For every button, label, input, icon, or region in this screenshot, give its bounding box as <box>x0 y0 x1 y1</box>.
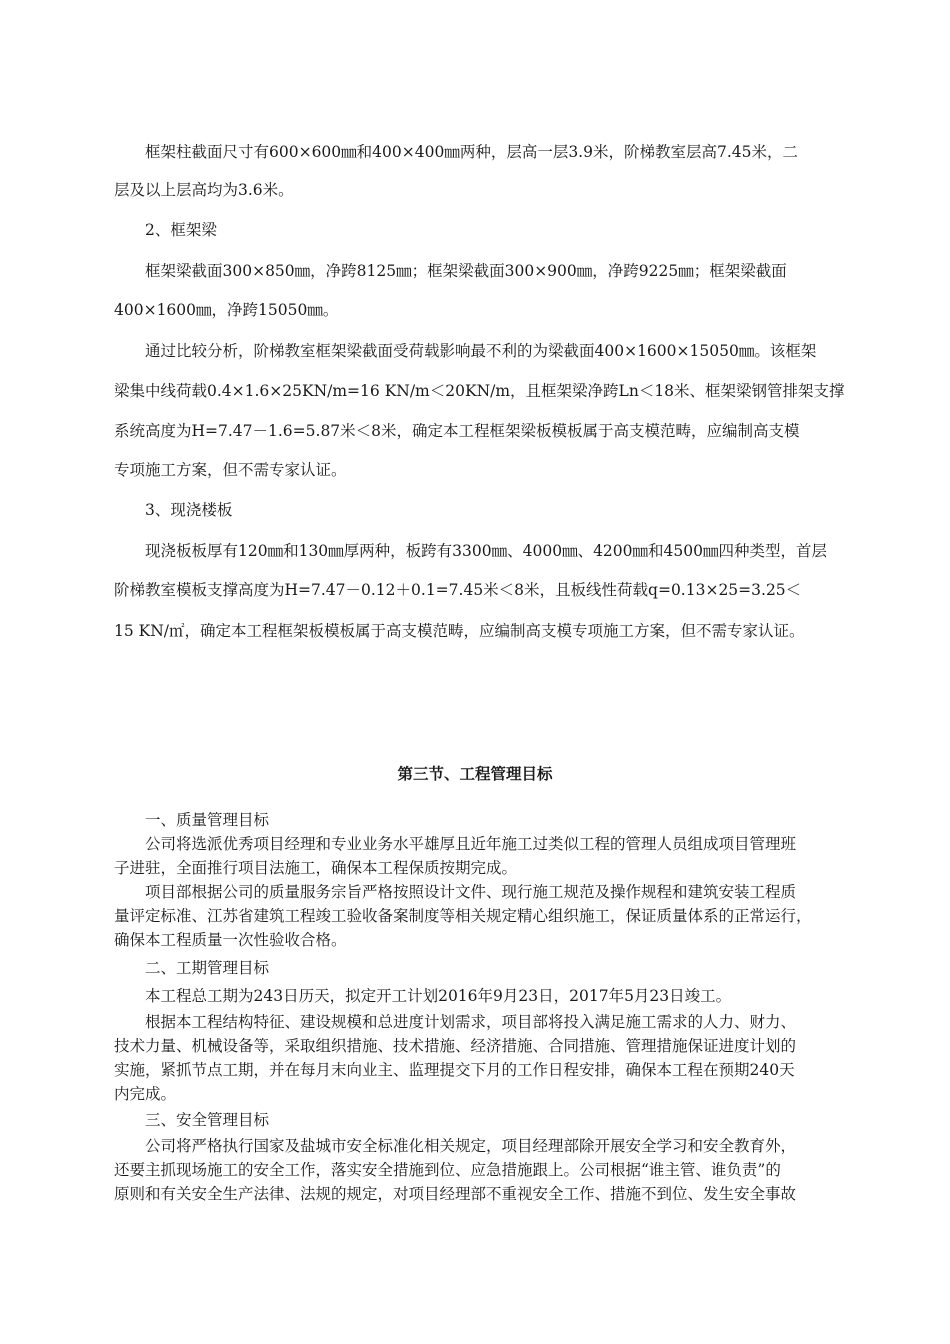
paragraph-line: 梁集中线荷载0.4×1.6×25KN/m=16 KN/m＜20KN/m，且框架梁净跨Ln＜18米、框架梁钢管排架支撑 <box>114 382 845 400</box>
paragraph-line: 内完成。 <box>114 1085 177 1103</box>
paragraph-line: 现浇板板厚有120㎜和130㎜厚两种，板跨有3300㎜、4000㎜、4200㎜和4500㎜四种类型，首层 <box>114 542 827 560</box>
paragraph-line: 量评定标准、江苏省建筑工程竣工验收备案制度等相关规定精心组织施工，保证质量体系的正常运行， <box>114 907 812 925</box>
paragraph-line: 确保本工程质量一次性验收合格。 <box>114 931 347 949</box>
subheading-frame-beam: 2、框架梁 <box>114 221 217 239</box>
subheading-schedule: 二、工期管理目标 <box>114 959 270 977</box>
paragraph-line: 通过比较分析，阶梯教室框架梁截面受荷载影响最不利的为梁截面400×1600×15050㎜。该框架 <box>114 342 817 360</box>
paragraph-line: 层及以上层高均为3.6米。 <box>114 181 294 199</box>
subheading-cast-slab: 3、现浇楼板 <box>114 501 233 519</box>
section-title: 第三节、工程管理目标 <box>397 765 553 783</box>
paragraph-line: 实施，紧抓节点工期，并在每月末向业主、监理提交下月的工作日程安排，确保本工程在预期240天 <box>114 1061 795 1079</box>
subheading-quality: 一、质量管理目标 <box>114 811 270 829</box>
paragraph-line: 框架柱截面尺寸有600×600㎜和400×400㎜两种，层高一层3.9米，阶梯教室层高7.45米，二 <box>114 143 798 161</box>
paragraph-line: 15 KN/㎡，确定本工程框架板模板属于高支模范畴，应编制高支模专项施工方案，但不需专家认证。 <box>114 622 805 640</box>
paragraph-line: 框架梁截面300×850㎜，净跨8125㎜；框架梁截面300×900㎜，净跨9225㎜；框架梁截面 <box>114 262 787 280</box>
paragraph-line: 子进驻，全面推行项目法施工，确保本工程保质按期完成。 <box>114 859 518 877</box>
paragraph-line: 本工程总工期为243日历天，拟定开工计划2016年9月23日，2017年5月23日竣工。 <box>114 987 732 1005</box>
paragraph-line: 根据本工程结构特征、建设规模和总进度计划需求，项目部将投入满足施工需求的人力、财力、 <box>114 1013 797 1031</box>
paragraph-line: 公司将严格执行国家及盐城市安全标准化相关规定，项目经理部除开展安全学习和安全教育外， <box>114 1137 797 1155</box>
paragraph-line: 公司将选派优秀项目经理和专业业务水平雄厚且近年施工过类似工程的管理人员组成项目管理班 <box>114 835 797 853</box>
paragraph-line: 还要主抓现场施工的安全工作，落实安全措施到位、应急措施跟上。公司根据“谁主管、谁负责”的 <box>114 1161 781 1179</box>
paragraph-line: 阶梯教室模板支撑高度为H=7.47－0.12＋0.1=7.45米＜8米，且板线性荷载q=0.13×25=3.25＜ <box>114 581 802 599</box>
paragraph-line: 项目部根据公司的质量服务宗旨严格按照设计文件、现行施工规范及操作规程和建筑安装工程质 <box>114 883 797 901</box>
paragraph-line: 系统高度为H=7.47－1.6=5.87米＜8米，确定本工程框架梁板模板属于高支模范畴，应编制高支模 <box>114 422 800 440</box>
paragraph-line: 专项施工方案，但不需专家认证。 <box>114 461 347 479</box>
subheading-safety: 三、安全管理目标 <box>114 1111 270 1129</box>
paragraph-line: 400×1600㎜，净跨15050㎜。 <box>114 301 339 319</box>
paragraph-line: 原则和有关安全生产法律、法规的规定，对项目经理部不重视安全工作、措施不到位、发生安全事故 <box>114 1185 797 1203</box>
paragraph-line: 技术力量、机械设备等，采取组织措施、技术措施、经济措施、合同措施、管理措施保证进度计划的 <box>114 1037 797 1055</box>
